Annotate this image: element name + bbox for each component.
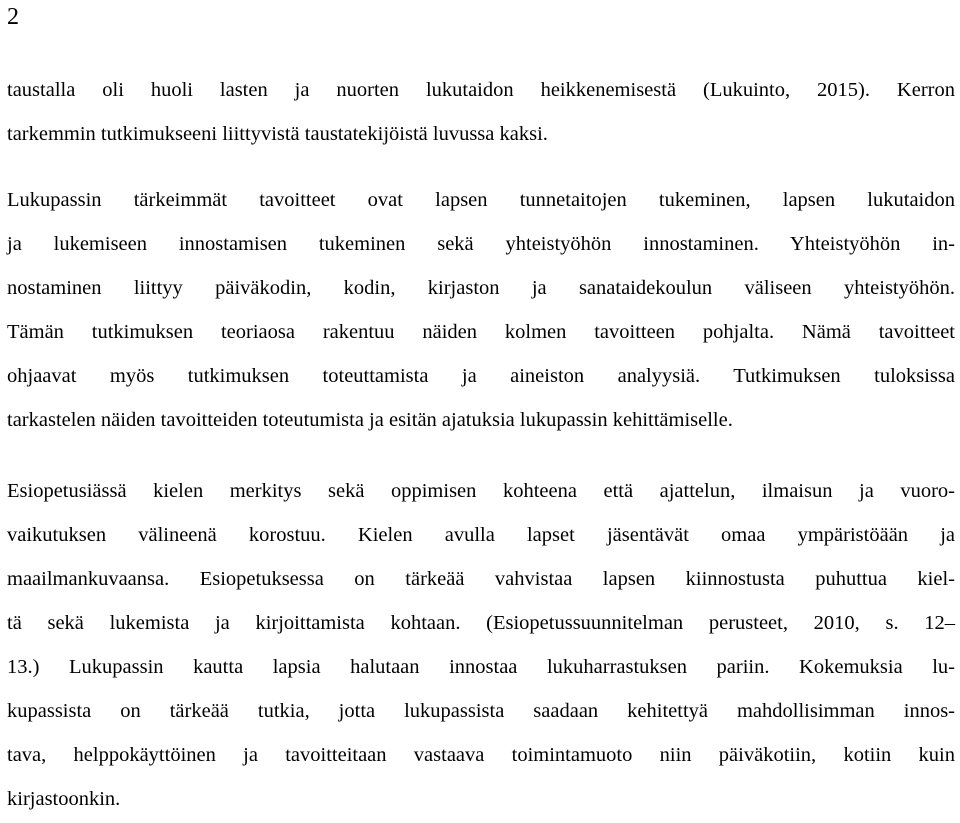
text-line: tarkastelen näiden tavoitteiden toteutumista ja esitän ajatuksia lukupassin kehittämiselle. [7, 409, 733, 431]
text-line: vaikutuksen välineenä korostuu. Kielen avulla lapset jäsentävät omaa ympäristöään ja [7, 524, 955, 546]
text-line: 13.) Lukupassin kautta lapsia halutaan innostaa lukuharrastuksen pariin. Kokemuksia lu- [7, 656, 955, 678]
text-line: kirjastoonkin. [7, 788, 121, 810]
page-number: 2 [7, 4, 19, 30]
text-line: Esiopetusiässä kielen merkitys sekä oppimisen kohteena että ajattelun, ilmaisun ja vuoro- [7, 480, 955, 502]
text-line: tarkemmin tutkimukseeni liittyvistä taustatekijöistä luvussa kaksi. [7, 123, 548, 145]
text-line: kupassista on tärkeää tutkia, jotta lukupassista saadaan kehitettyä mahdollisimman innos- [7, 700, 955, 722]
text-line: taustalla oli huoli lasten ja nuorten lukutaidon heikkenemisestä (Lukuinto, 2015). Kerron [7, 79, 955, 101]
text-line: nostaminen liittyy päiväkodin, kodin, kirjaston ja sanataidekoulun väliseen yhteistyöhön. [7, 277, 955, 299]
paragraph-goals [7, 178, 955, 442]
text-line: ja lukemiseen innostamisen tukeminen sekä yhteistyöhön innostaminen. Yhteistyöhön in- [7, 233, 955, 255]
text-line: ohjaavat myös tutkimuksen toteuttamista ja aineiston analyysiä. Tutkimuksen tuloksissa [7, 365, 955, 387]
text-line: maailmankuvaansa. Esiopetuksessa on tärkeää vahvistaa lapsen kiinnostusta puhuttua kiel- [7, 568, 955, 590]
paragraph-background [7, 68, 955, 156]
paragraph-preschool-language [7, 469, 955, 821]
text-line: tä sekä lukemista ja kirjoittamista kohtaan. (Esiopetussuunnitelman perusteet, 2010, s. 12– [7, 612, 955, 634]
text-line: Tämän tutkimuksen teoriaosa rakentuu näiden kolmen tavoitteen pohjalta. Nämä tavoitteet [7, 321, 955, 343]
text-line: tava, helppokäyttöinen ja tavoitteitaan vastaava toimintamuoto niin päiväkotiin, kotiin kuin [7, 744, 955, 766]
text-line: Lukupassin tärkeimmät tavoitteet ovat lapsen tunnetaitojen tukeminen, lapsen lukutaidon [7, 189, 955, 211]
